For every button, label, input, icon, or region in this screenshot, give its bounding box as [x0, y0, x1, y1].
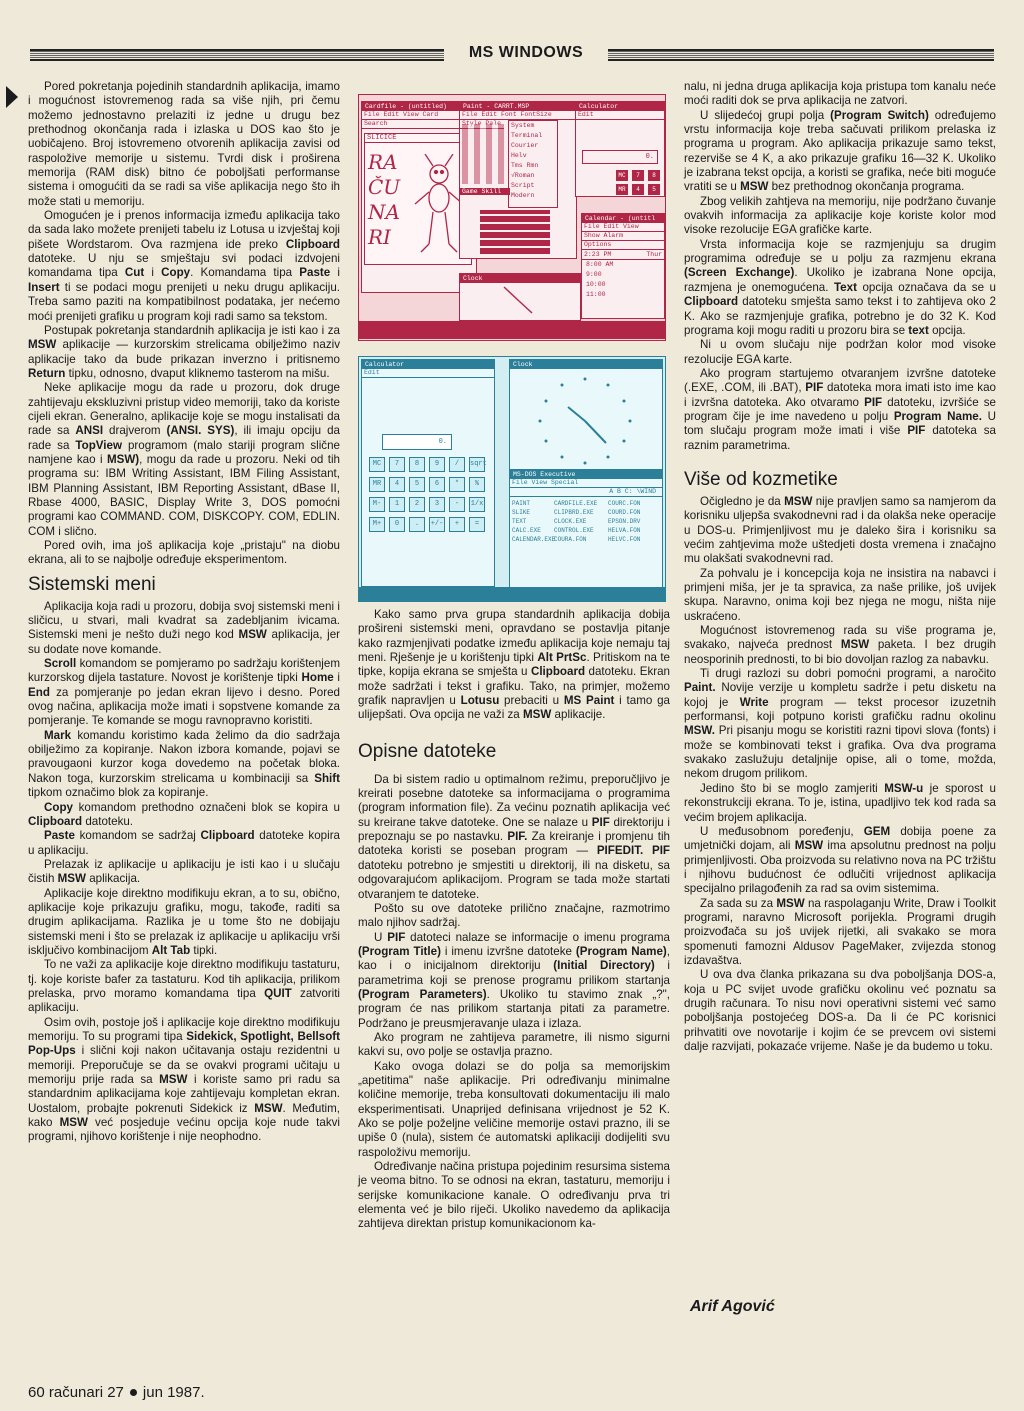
clock-window [509, 359, 663, 471]
file-name[interactable]: EPSON.DRV [608, 518, 641, 525]
calc-key[interactable]: 3 [429, 497, 445, 512]
subheading-vise-od-kozmetike: Više od kozmetike [684, 468, 838, 490]
calendar-window [581, 213, 665, 319]
file-name[interactable]: HELVA.FON [608, 527, 641, 534]
calculator-display: 0. [382, 434, 452, 450]
article-continuation-arrow-icon [6, 86, 18, 108]
font-menu-dropdown: System Terminal Courier Helv Tms Rmn √Roman Script Modern [508, 120, 558, 208]
calc-key[interactable]: MC [369, 457, 385, 472]
paragraph: Ti drugi razlozi su dobri pomoćni programi, a naročito Paint. Novije verzije u kompletu sadrže i petu disketu na kojoj je Write program — tekst procesor izuzetnih performansi, koji potpuno koristi grafičku radnu okolinu MSW. Pri pisanju mogu se koristiti razni tipovi slova (fonts) i može se kombinovati tekst i grafika. Ova dva programa svakako zaslužuju detaljnije opise, ali o tome, možda, nekom drugom prilikom. [684, 667, 996, 781]
window-title: Calculator [362, 360, 494, 369]
magazine-name: računari 27 [48, 1384, 124, 1401]
calendar-times: 8:00 AM 9:00 10:00 11:00 [586, 261, 614, 298]
screenshot-windows-pink [358, 94, 666, 341]
menu-bar-3: Options [582, 241, 664, 250]
paragraph: Neke aplikacije mogu da rade u prozoru, dok druge zahtijevaju ekskluzivni pristup video memoriji, tako da koriste cijeli ekran. Generalno, aplikacije koje se mogu instalisati da rade sa ANSI drajverom (ANSI. SYS), ili imaju opciju da rade sa TopView programom (malo stariji program slične namjene kao i MSW), mogu da rade u prozoru. Neki od tih programa su: IBM Writing Assistant, IBM Filing Assistant, IBM Planning Assistant, IBM Reporting Assistant, dBase II, Rbase 4000, BASIC, Display Write 3, DOS pomoćni programi kao COMMAND. COM, DISKCOPY. COM, EDLIN. COM i slično. [28, 381, 341, 538]
search-label: Search [362, 120, 476, 129]
menu-bar: Edit [576, 111, 664, 120]
menu-bar: File Edit View [582, 223, 664, 232]
file-name[interactable]: CALC.EXE [512, 527, 541, 534]
menu-bar: File Edit View Card [362, 111, 476, 120]
paragraph: U međusobnom poređenju, GEM dobija poene za umjetnički dojam, ali MSW ima apsolutnu prednost na polju primjenljivosti. Oba proizvoda su relativno nova na PC tržištu i njihovu budućnost će odlučiti vrijednost aplikacija specijalno prilagođenih za rad sa ovim sistemima. [684, 824, 996, 896]
header-rule-left [30, 49, 444, 61]
window-title: Clock [460, 274, 580, 283]
file-name[interactable]: SLIKE [512, 509, 531, 516]
clock-face-icon [460, 283, 578, 319]
card-title: SLICICE [365, 134, 471, 143]
paragraph: U ova dva članka prikazana su dva poboljšanja DOS-a, koja u PC svijet uvode grafičku okolinu već poznatu sa drugih računara. To nisu novi operativni sistemi već samo poboljšanja postojećeg DOS-a. Da li će PC korisnici prihvatiti ove novotarije i kojim će se prevcem ovi sistemi dalje razvijati, pokazaće vrijeme. Naše je da budemo u toku. [684, 968, 996, 1053]
calculator-window [575, 101, 665, 197]
menu-bar: File View Special [510, 479, 662, 488]
column-3 [684, 80, 996, 1054]
drive-bar: A B C: \WIND [510, 488, 662, 497]
menu-bar: File Edit Font FontSize [460, 111, 576, 120]
file-name[interactable]: PAINT [512, 500, 531, 507]
column-1 [28, 80, 340, 1145]
paint-window [459, 101, 577, 259]
calc-key[interactable]: 1/x [469, 497, 485, 512]
file-name[interactable]: CONTROL.EXE [554, 527, 594, 534]
paragraph: Paste komandom se sadržaj Clipboard datoteke kopira u aplikaciju. [28, 829, 341, 857]
calc-key[interactable]: - [449, 497, 465, 512]
calc-key[interactable]: +/- [429, 517, 445, 532]
calc-key[interactable]: 7 [389, 457, 405, 472]
paragraph: Aplikacije koje direktno modifikuju ekran, a to su, obično, aplikacije koje prikazuju grafiku, mogu, takođe, raditi sa drugim aplikacijama. Razlika je u tome što ne dobijaju sistemski meni i što se prelazak iz aplikacije u aplikaciju vrši isključivo kombinacijom Alt Tab tipki. [28, 886, 340, 957]
window-title: Calculator [576, 102, 664, 111]
calculator-window [361, 359, 495, 587]
menu-bar-2: Show Alarm [582, 232, 664, 241]
calculator-display: 0. [582, 150, 658, 164]
calendar-header: 2:23 PM Thur [584, 251, 662, 258]
calc-key[interactable]: + [449, 517, 465, 532]
column-2 [358, 608, 670, 1232]
file-name[interactable]: COURC.FON [608, 500, 641, 507]
paragraph: To ne važi za aplikacije koje direktno modifikuju tastaturu, tj. koje koriste bafer za tastaturu. Kod tih aplikacija, prilikom prelaska, prvo moramo komandama tipa QUIT zatvoriti aplikaciju. [28, 958, 340, 1015]
menu-bar-2: Style Pale [460, 120, 504, 129]
paragraph: Prelazak iz aplikacije u aplikaciju je isti kao i u slučaju čistih MSW aplikacija. [28, 857, 340, 886]
paragraph: Aplikacija koja radi u prozoru, dobija svoj sistemski meni i sličicu, u stvari, mali kvadrat sa zadebljanim ivicama. Sistemski meni je nešto duži nego kod MSW aplikacija, jer su dodate nove komande. [28, 599, 340, 656]
screenshot-windows-blue [358, 356, 666, 602]
icon-bar [359, 321, 665, 339]
paragraph: nalu, ni jedna druga aplikacija koja pristupa tom kanalu neće moći raditi dok se prva aplikacija ne zatvori. [684, 80, 996, 108]
paragraph: Za sada su za MSW na raspolaganju Write, Draw i Toolkit programi, naravno Microsoft porijekla. Programi drugih proizvođača su još uvijek rijetki, ali svakako se mora spomenuti famozni Aldusov PageMaker, zvijezda stonog izdavaštva. [684, 896, 996, 967]
file-name[interactable]: CALENDAR.EXE [512, 536, 556, 543]
calc-key[interactable]: 4 [632, 184, 644, 195]
file-list [510, 497, 662, 546]
calc-key[interactable]: 7 [632, 170, 644, 181]
paragraph: Vrsta informacija koje se razmjenjuju sa drugim programima određuje se u polju za razmjenu ekrana (Screen Exchange). Ukoliko je izabrana None opcija, razmjena je onemogućena. Text opcija označava da se u Clipboard datoteku smješta samo tekst i to zahtijeva oko 2 K. Ako se razmjenjuje grafika, potrebno je do 32 K. Kod programa koji mogu raditi u prozoru bira se text opcija. [684, 237, 996, 337]
file-row[interactable] [512, 508, 660, 517]
paragraph: Ako program ne zahtijeva parametre, ili nismo sigurni kakvi su, ovo polje se ostavlja prazno. [358, 1030, 670, 1059]
paragraph: U slijedećoj grupi polja (Program Switch) određujemo vrstu informacija koje treba sačuvati prilikom prelaska iz programa u program. Ako aplikacija prikazuje samo tekst, rezerviše se 4 K, a ako prikazuje grafiku 16—32 K. Ukoliko je izabrana tekst opcija, a koristi se grafika, neće biti moguće vratiti se u MSW bez prethodnog okončanja programa. [684, 108, 997, 194]
paragraph: Mark komandu koristimo kada želimo da dio sadržaja obilježimo za kopiranje. Nakon izbora komande, pojavi se pravougaoni kurzor koga dovedemo na početak bloka. Nakon toga, kurzorskim strelicama u kombinaciji sa Shift tipkom označimo blok za kopiranje. [28, 728, 340, 800]
calc-key[interactable]: 1 [389, 497, 405, 512]
paragraph: Mogućnost istovremenog rada su više programa je, svakako, najveća prednost MSW paketa. I bez drugih neosporinih prednosti, to bi bio dovoljan razlog za nabavku. [684, 624, 996, 666]
paragraph: U PIF datoteci nalaze se informacije o imenu programa (Program Title) i imenu izvršne datoteke (Program Name), kao i o inicijalnom direktoriju (Initial Directory) i parametrima koji se prenose programu prilikom startanja (Program Parameters). Ukoliko tu stavimo znak „?", program će nas prilikom startanja pitati za parametre. Podržano je preusmjeravanje ulaza i izlaza. [358, 930, 671, 1030]
paragraph: Jedino što bi se moglo zamjeriti MSW-u je sporost u rekonstrukciji ekrana. To je, istina, upadljivo tek kod rada sa većim brojem aplikacija. [684, 781, 996, 824]
paint-palette [462, 124, 504, 184]
calc-key[interactable]: MR [616, 184, 628, 195]
file-name[interactable]: CLIPBRD.EXE [554, 509, 594, 516]
paragraph: Omogućen je i prenos informacija između aplikacija tako da sada lako možete prenijeti tabelu iz Lotusa u izvještaj koji pišete Wordstarom. Ova razmjena ide preko Clipboard datoteke. U nju se smještaju svi podaci izdvojeni komandama tipa Cut i Copy. Komandama tipa Paste i Insert ti se podaci mogu prenijeti u neku drugu aplikaciju. Treba samo paziti na kompatibilnost podataka, jer nećemo moći prenijeti grafiku u program koji radi samo sa tekstom. [28, 209, 340, 323]
paragraph: Očigledno je da MSW nije pravljen samo sa namjerom da korisniku uljepša svakodnevni rad i da olakša neke operacije u DOS-u. Primjenljivost mu je daleko šira i korisniku sa većim zahtjevima može uštedjeti dosta vremena i značajno mu olakšati svakodnevni rad. [684, 494, 996, 566]
calc-key[interactable]: 0 [389, 517, 405, 532]
reversi-board [480, 210, 550, 254]
page-number: 60 [28, 1384, 45, 1401]
window-title: Paint - CARRT.MSP [460, 102, 576, 111]
calc-key[interactable]: MC [616, 170, 628, 181]
file-row[interactable] [512, 526, 660, 535]
paragraph: Ako program startujemo otvaranjem izvršne datoteke (.EXE, .COM, ili .BAT), PIF datoteka mora imati isto ime kao i izvršna datoteka. Ako otvaramo PIF datoteku, izvršiće se program čije je ime navedeno u polju Program Name. U tom slučaju program može imati i više PIF datoteka sa raznim parametrima. [684, 366, 997, 452]
file-name[interactable]: COURA.FON [554, 536, 587, 543]
paragraph: Osim ovih, postoje još i aplikacije koje direktno modifikuju memoriju. To su programi tipa Sidekick, Spotlight, Bellsoft Pop-Ups i slični koji nakon učitavanja ostaju rezidentni u memoriji. Preporučuje se da se ovakvi programi učitaju u memoriju prije rada sa MSW i koriste samo pri radu sa standardnim aplikacijama koje zahtijevaju kompletan ekran. Uostalom, probajte pokrenuti Sidekick iz MSW. Međutim, kako MSW već posjeduje većinu opcija koje nude takvi programi, njihovo korištenje i nije neophodno. [28, 1015, 341, 1144]
section-title: MS WINDOWS [468, 44, 584, 61]
file-name[interactable]: TEXT [512, 518, 527, 525]
paragraph: Pored pokretanja pojedinih standardnih aplikacija, imamo i mogućnost istovremenog rada sa više njih, pri čemu možemo jednostavno prelaziti iz jedne u drugu bez prethodnog okončanja rada i izlaska u DOS kao što je uobičajeno. Broj istovremeno otvorenih aplikacija zavisi od raspoložive memorije u sistemu. Tvrdi disk i proširena memorija (RAM disk) bitno će poboljšati performanse sistema i omogućiti da se radi sa više aplikacija nego što ih može stati u memoriju. [28, 80, 340, 208]
file-name[interactable]: HELVC.FON [608, 536, 641, 543]
calc-key[interactable]: 4 [389, 477, 405, 492]
paragraph: Kako ovoga dolazi se do polja sa memorijskim „apetitima" naše aplikacije. Pri određivanju minimalne količine memorije, treba konsultovati dokumentaciju ili malo eksperimentisati. Unaprijed definisana vrijednost je 52 K. Ako se polje poželjne veličine memorije ostavi prazno, ili se upiše 0 (nula), sistem će automatski aplikaciji dodijeliti svu raspoloživu memoriju. [358, 1059, 670, 1159]
author-signature: Arif Agović [690, 1298, 775, 1315]
calc-key[interactable]: M- [369, 497, 385, 512]
calc-key[interactable]: 8 [409, 457, 425, 472]
subheading-sistemski-meni: Sistemski meni [28, 573, 156, 595]
game-skill-menu: Game Skill [460, 188, 510, 195]
calc-key[interactable]: M+ [369, 517, 385, 532]
bullet-icon [130, 1389, 137, 1396]
calc-key[interactable]: 8 [648, 170, 660, 181]
card-drawing-text: RA ČU NA RI [368, 150, 401, 249]
paragraph: Pored ovih, ima još aplikacija koje „pristaju" na diobu ekrana, ali to se najbolje određuje eksperimentom. [28, 539, 340, 567]
calc-key[interactable]: 5 [648, 184, 660, 195]
paragraph: Copy komandom prethodno označeni blok se kopira u Clipboard datoteku. [28, 800, 340, 828]
calc-key[interactable]: = [469, 517, 485, 532]
window-title: Calendar - (untitl [582, 214, 664, 223]
menu-bar: Edit [362, 369, 494, 378]
calc-key[interactable]: MR [369, 477, 385, 492]
calc-key[interactable]: . [409, 517, 425, 532]
card [364, 133, 472, 265]
calc-key[interactable]: 2 [409, 497, 425, 512]
calc-key[interactable]: 9 [429, 457, 445, 472]
window-title: Clock [510, 360, 662, 369]
paragraph: Postupak pokretanja standardnih aplikacija je isti kao i za MSW aplikacije — kurzorskim strelicama obilježimo naziv aplikacije tako da bude prikazan inverzno i pritisnemo Return tipku, odnosno, dvaput kliknemo tasterom na mišu. [28, 323, 340, 380]
file-name[interactable]: CLOCK.EXE [554, 518, 587, 525]
clock-window [459, 273, 581, 321]
calc-key[interactable]: 6 [429, 477, 445, 492]
file-name[interactable]: CARDFILE.EXE [554, 500, 598, 507]
file-name[interactable]: COURD.FON [608, 509, 641, 516]
file-row[interactable] [512, 517, 660, 526]
ms-dos-executive-window [509, 469, 663, 589]
calc-key[interactable]: * [449, 477, 465, 492]
header-rule-right [608, 49, 994, 61]
calc-key[interactable]: / [449, 457, 465, 472]
subheading-opisne-datoteke: Opisne datoteke [358, 740, 497, 762]
paragraph: Kako samo prva grupa standardnih aplikacija dobija prošireni sistemski meni, opravdano se postavlja pitanje kako razmjenjivati podatke između aplikacija koje nemaju taj meni. Rješenje je u korištenju tipki Alt PrtSc. Pritiskom na te tipke, kopija ekrana se smješta u Clipboard datoteku. Ekran može sadržati i tekst i grafiku. Tako, na primjer, možemo grafik napravljen u Lotusu prebaciti u MS Paint i tamo ga ulijepšati. Ova opcija ne važi za MSW aplikacije. [358, 608, 670, 722]
section-header [30, 44, 994, 64]
calc-key[interactable]: sqrt [469, 457, 485, 472]
page-footer [28, 1384, 205, 1401]
window-title: MS-DOS Executive [510, 470, 662, 479]
clock-face-icon [510, 369, 660, 467]
file-row[interactable] [512, 499, 660, 508]
paragraph: Pošto su ove datoteke prilično značajne, razmotrimo malo njihov sadržaj. [358, 901, 670, 930]
icon-bar [359, 587, 665, 601]
paragraph: Za pohvalu je i koncepcija koja ne insistira na nabavci i primjeni miša, jer je ta spravica, za naše prilike, još uvijek skupa. Naravno, onima koji bez njega ne mogu, ništa nije uskraćeno. [684, 566, 996, 623]
paragraph: Određivanje načina pristupa pojedinim resursima sistema je veoma bitno. To se odnosi na ekran, tastaturu, memoriju i serijske komunikacione kanale. O određivanju prva tri elementa već je bilo riječi. Ukoliko navedemo da aplikacija zahtijeva direktan pristup komunikacionom ka- [358, 1160, 670, 1231]
paragraph: Scroll komandom se pomjeramo po sadržaju korištenjem kurzorskog dijela tastature. Novost je korištenje tipki Home i End za pomjeranje po jedan ekran lijevo i desno. Pored ovog načina, aplikacija može imati i sopstvene komande za pomjeranje. Te komande se mogu ravnopravno koristiti. [28, 657, 340, 728]
issue-date: jun 1987. [142, 1384, 205, 1401]
paragraph: Zbog velikih zahtjeva na memoriju, nije podržano čuvanje ovakvih informacija za aplikacije koje koriste kolor mod visoke rezolucije EGA grafičke karte. [684, 194, 996, 237]
window-title: Cardfile - (untitled) [362, 102, 476, 111]
calc-key[interactable]: % [469, 477, 485, 492]
paragraph: Da bi sistem radio u optimalnom režimu, preporučljivo je kreirati posebne datoteke sa informacijama o programima (program information file). Za većinu poznatih aplikacija već su kreirane takve datoteke. One se nalaze u PIF direktoriju i prepoznaju se po nastavku. PIF. Za kreiranje i promjenu tih datoteka koristi se poseban program — PIFEDIT. PIF datoteku potrebno je smjestiti u direktorij, ili na disketu, sa odgovarajućom aplikacijom. Program se tada može startati otvaranjem te datoteke. [358, 772, 671, 901]
file-row[interactable] [512, 535, 660, 544]
paragraph: Ni u ovom slučaju nije podržan kolor mod visoke rezolucije EGA karte. [684, 338, 996, 366]
calc-key[interactable]: 5 [409, 477, 425, 492]
